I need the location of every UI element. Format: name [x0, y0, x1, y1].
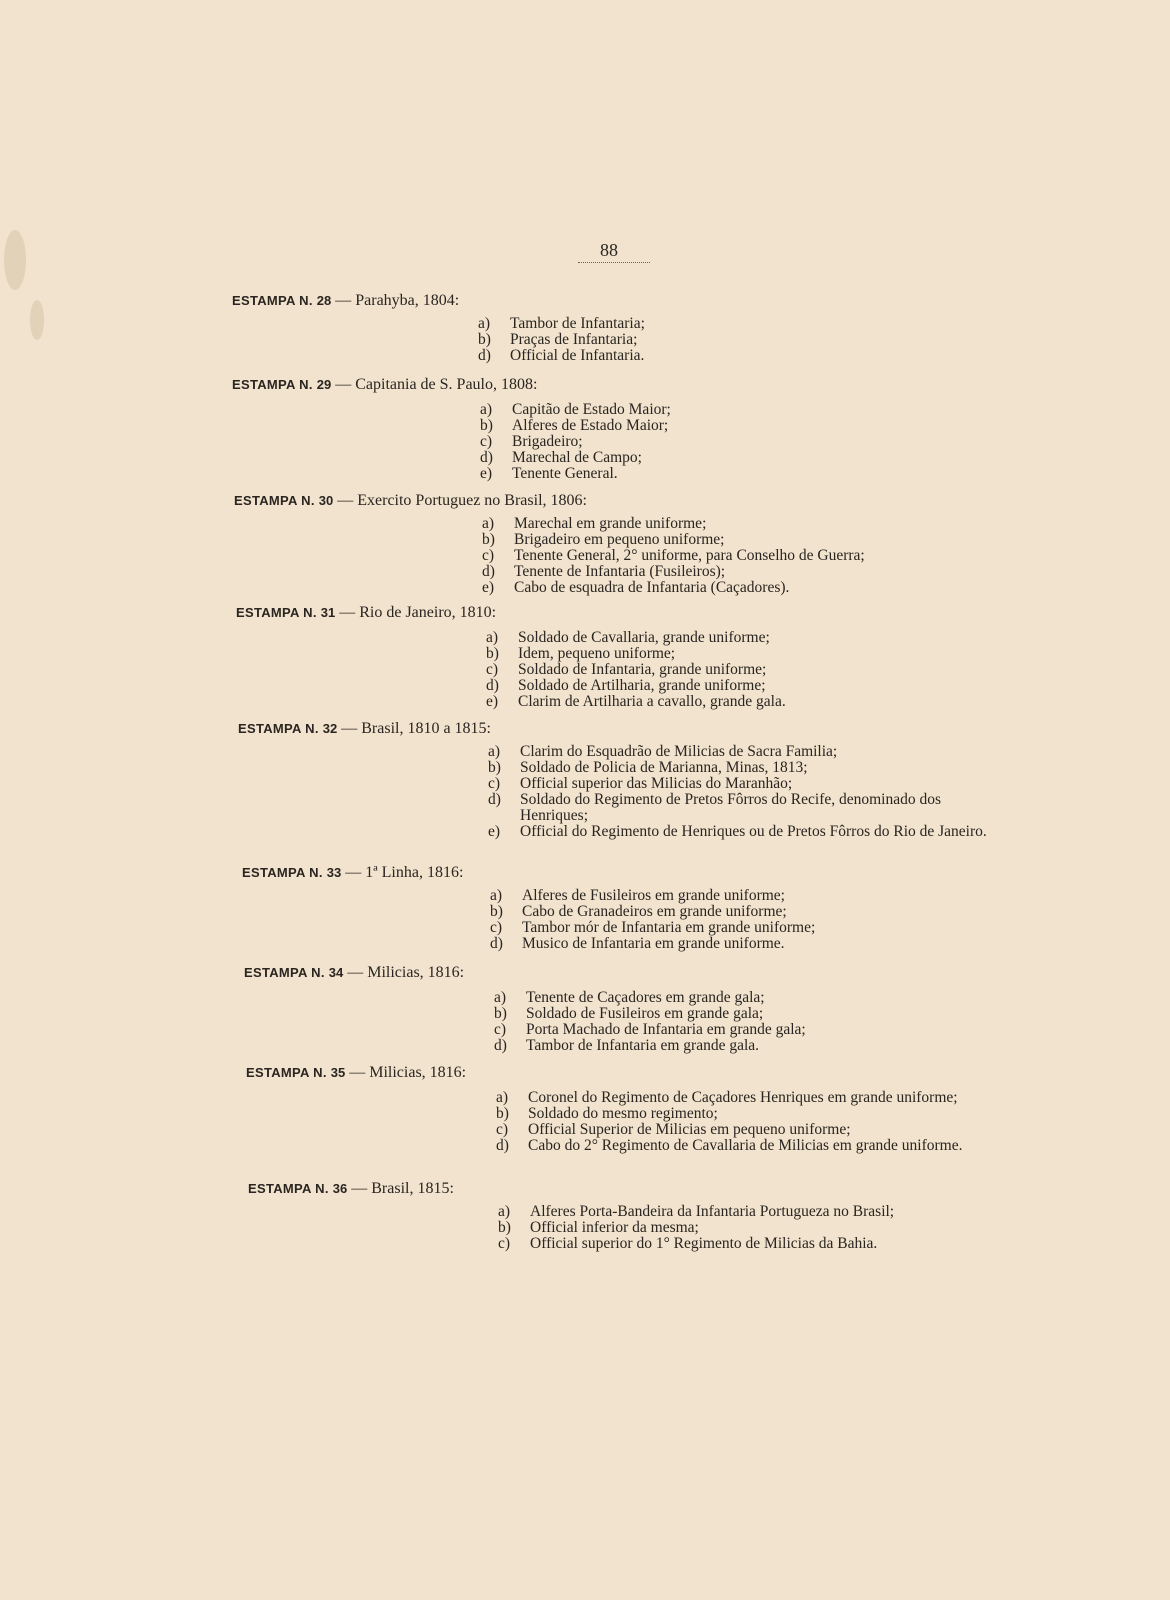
- plate-number: 33: [326, 865, 342, 880]
- plate-heading: [236, 604, 496, 622]
- item-text: Alferes Porta-Bandeira da Infantaria Portugueza no Brasil;: [530, 1203, 895, 1220]
- plate-title: — Exercito Portuguez no Brasil, 1806:: [337, 492, 587, 509]
- plate-label: ESTAMPA N.: [244, 965, 325, 980]
- list-item: [490, 936, 1010, 952]
- item-mark: b): [486, 645, 499, 662]
- item-text: Soldado do Regimento de Pretos Fôrros do Recife, denominado dos Henriques;: [520, 791, 942, 824]
- item-mark: c): [486, 661, 499, 678]
- item-mark: e): [488, 823, 501, 840]
- plate-title: — Capitania de S. Paulo, 1808:: [335, 376, 538, 393]
- list-item: [490, 904, 1010, 920]
- list-item: [480, 466, 1000, 482]
- item-text: Alferes de Estado Maior;: [512, 417, 669, 434]
- list-item: [482, 516, 952, 532]
- item-text: Clarim de Artilharia a cavallo, grande gala.: [518, 693, 786, 710]
- item-text: Idem, pequeno uniforme;: [518, 645, 676, 662]
- plate-heading: [246, 1064, 466, 1082]
- item-mark: d): [482, 563, 495, 580]
- plate-number: 32: [322, 721, 338, 736]
- plate-number: 30: [318, 493, 334, 508]
- item-mark: b): [498, 1219, 511, 1236]
- item-text: Capitão de Estado Maior;: [512, 401, 671, 418]
- plate-heading: [232, 292, 459, 310]
- item-mark: b): [480, 417, 493, 434]
- item-mark: c): [498, 1235, 511, 1252]
- list-item: [478, 332, 998, 348]
- list-item: [496, 1090, 1006, 1106]
- list-item: [488, 824, 988, 840]
- plate-title: — Rio de Janeiro, 1810:: [339, 604, 497, 621]
- plate-items: [478, 316, 998, 364]
- item-mark: d): [480, 449, 493, 466]
- item-mark: a): [494, 989, 507, 1006]
- item-text: Marechal de Campo;: [512, 449, 642, 466]
- item-mark: a): [482, 515, 495, 532]
- plate-label: ESTAMPA N.: [242, 865, 323, 880]
- list-item: [480, 418, 1000, 434]
- list-item: [486, 662, 1006, 678]
- item-text: Cabo de Granadeiros em grande uniforme;: [522, 903, 787, 920]
- list-item: [486, 630, 1006, 646]
- item-text: Soldado de Artilharia, grande uniforme;: [518, 677, 766, 694]
- list-item: [490, 920, 1010, 936]
- item-mark: b): [478, 331, 491, 348]
- page-number-rule: [578, 262, 650, 263]
- list-item: [494, 1038, 1014, 1054]
- list-item: [482, 580, 952, 596]
- page-number: 88: [600, 240, 618, 260]
- plate-label: ESTAMPA N.: [248, 1181, 329, 1196]
- list-item: [496, 1122, 1006, 1138]
- item-mark: d): [494, 1037, 507, 1054]
- item-text: Tenente General.: [512, 465, 618, 482]
- item-mark: b): [494, 1005, 507, 1022]
- item-mark: b): [482, 531, 495, 548]
- plate-title: — Brasil, 1810 a 1815:: [341, 720, 491, 737]
- item-mark: d): [478, 347, 491, 364]
- plate-heading: [234, 492, 587, 510]
- item-text: Official Superior de Milicias em pequeno uniforme;: [528, 1121, 851, 1138]
- list-item: [488, 792, 988, 824]
- list-item: [488, 776, 988, 792]
- item-mark: c): [490, 919, 503, 936]
- list-item: [488, 760, 988, 776]
- item-text: Tenente General, 2° uniforme, para Conselho de Guerra;: [514, 547, 865, 564]
- item-text: Soldado de Cavallaria, grande uniforme;: [518, 629, 770, 646]
- plate-items: [482, 516, 952, 596]
- plate-title: — Milicias, 1816:: [347, 964, 465, 981]
- item-mark: e): [480, 465, 493, 482]
- list-item: [482, 532, 952, 548]
- item-text: Cabo do 2° Regimento de Cavallaria de Milicias em grande uniforme.: [528, 1137, 963, 1154]
- item-mark: d): [496, 1137, 509, 1154]
- item-text: Praças de Infantaria;: [510, 331, 638, 348]
- list-item: [494, 1006, 1014, 1022]
- list-item: [486, 646, 1006, 662]
- plate-number: 36: [332, 1181, 348, 1196]
- item-mark: c): [496, 1121, 509, 1138]
- item-mark: a): [486, 629, 499, 646]
- list-item: [496, 1106, 1006, 1122]
- item-mark: c): [488, 775, 501, 792]
- plate-heading: [242, 864, 463, 882]
- item-text: Marechal em grande uniforme;: [514, 515, 707, 532]
- plate-number: 28: [316, 293, 332, 308]
- item-text: Soldado de Fusileiros em grande gala;: [526, 1005, 764, 1022]
- list-item: [494, 1022, 1014, 1038]
- plate-heading: [248, 1180, 454, 1198]
- item-text: Official de Infantaria.: [510, 347, 645, 364]
- item-text: Official superior das Milicias do Maranhão;: [520, 775, 793, 792]
- item-mark: a): [480, 401, 493, 418]
- item-mark: b): [490, 903, 503, 920]
- list-item: [482, 548, 952, 564]
- item-text: Brigadeiro em pequeno uniforme;: [514, 531, 725, 548]
- list-item: [496, 1138, 1006, 1154]
- item-mark: c): [494, 1021, 507, 1038]
- list-item: [482, 564, 952, 580]
- list-item: [478, 316, 998, 332]
- item-text: Tambor mór de Infantaria em grande uniforme;: [522, 919, 816, 936]
- list-item: [490, 888, 1010, 904]
- item-text: Official do Regimento de Henriques ou de Pretos Fôrros do Rio de Janeiro.: [520, 823, 987, 840]
- item-mark: d): [490, 935, 503, 952]
- plate-label: ESTAMPA N.: [232, 377, 313, 392]
- plate-heading: [232, 376, 537, 394]
- item-mark: a): [498, 1203, 511, 1220]
- plate-label: ESTAMPA N.: [238, 721, 319, 736]
- list-item: [478, 348, 998, 364]
- plate-number: 29: [316, 377, 332, 392]
- list-item: [480, 402, 1000, 418]
- item-text: Cabo de esquadra de Infantaria (Caçadores).: [514, 579, 790, 596]
- item-text: Tenente de Infantaria (Fusileiros);: [514, 563, 726, 580]
- item-text: Tambor de Infantaria em grande gala.: [526, 1037, 760, 1054]
- item-text: Brigadeiro;: [512, 433, 583, 450]
- plate-title: — Brasil, 1815:: [351, 1180, 454, 1197]
- list-item: [498, 1236, 1018, 1252]
- item-mark: a): [478, 315, 491, 332]
- plate-items: [480, 402, 1000, 482]
- list-item: [488, 744, 988, 760]
- item-text: Porta Machado de Infantaria em grande gala;: [526, 1021, 806, 1038]
- plate-items: [490, 888, 1010, 952]
- item-mark: d): [486, 677, 499, 694]
- list-item: [498, 1220, 1018, 1236]
- plate-label: ESTAMPA N.: [236, 605, 317, 620]
- item-mark: c): [482, 547, 495, 564]
- plate-label: ESTAMPA N.: [234, 493, 315, 508]
- list-item: [480, 450, 1000, 466]
- list-item: [480, 434, 1000, 450]
- plate-items: [494, 990, 1014, 1054]
- item-text: Soldado de Infantaria, grande uniforme;: [518, 661, 767, 678]
- plate-heading: [244, 964, 464, 982]
- list-item: [486, 678, 1006, 694]
- list-item: [498, 1204, 1018, 1220]
- item-text: Official inferior da mesma;: [530, 1219, 699, 1236]
- item-text: Tenente de Caçadores em grande gala;: [526, 989, 765, 1006]
- item-mark: a): [496, 1089, 509, 1106]
- plate-label: ESTAMPA N.: [232, 293, 313, 308]
- plate-items: [488, 744, 988, 840]
- plate-number: 34: [328, 965, 344, 980]
- item-text: Soldado de Policia de Marianna, Minas, 1813;: [520, 759, 808, 776]
- plate-number: 35: [330, 1065, 346, 1080]
- plate-heading: [238, 720, 491, 738]
- item-mark: a): [490, 887, 503, 904]
- item-mark: e): [486, 693, 499, 710]
- plate-number: 31: [320, 605, 336, 620]
- item-text: Tambor de Infantaria;: [510, 315, 645, 332]
- list-item: [486, 694, 1006, 710]
- plate-items: [496, 1090, 1006, 1154]
- plate-title: — 1ª Linha, 1816:: [345, 864, 464, 881]
- item-mark: d): [488, 791, 501, 808]
- item-text: Musico de Infantaria em grande uniforme.: [522, 935, 785, 952]
- plate-items: [498, 1204, 1018, 1252]
- list-item: [494, 990, 1014, 1006]
- plate-items: [486, 630, 1006, 710]
- item-text: Alferes de Fusileiros em grande uniforme;: [522, 887, 785, 904]
- item-text: Official superior do 1° Regimento de Milicias da Bahia.: [530, 1235, 878, 1252]
- item-text: Coronel do Regimento de Caçadores Henriques em grande uniforme;: [528, 1089, 958, 1106]
- item-text: Clarim do Esquadrão de Milicias de Sacra Familia;: [520, 743, 838, 760]
- item-mark: a): [488, 743, 501, 760]
- item-mark: c): [480, 433, 493, 450]
- plate-label: ESTAMPA N.: [246, 1065, 327, 1080]
- item-mark: e): [482, 579, 495, 596]
- plate-title: — Parahyba, 1804:: [335, 292, 460, 309]
- item-mark: b): [496, 1105, 509, 1122]
- plate-title: — Milicias, 1816:: [349, 1064, 467, 1081]
- item-mark: b): [488, 759, 501, 776]
- item-text: Soldado do mesmo regimento;: [528, 1105, 718, 1122]
